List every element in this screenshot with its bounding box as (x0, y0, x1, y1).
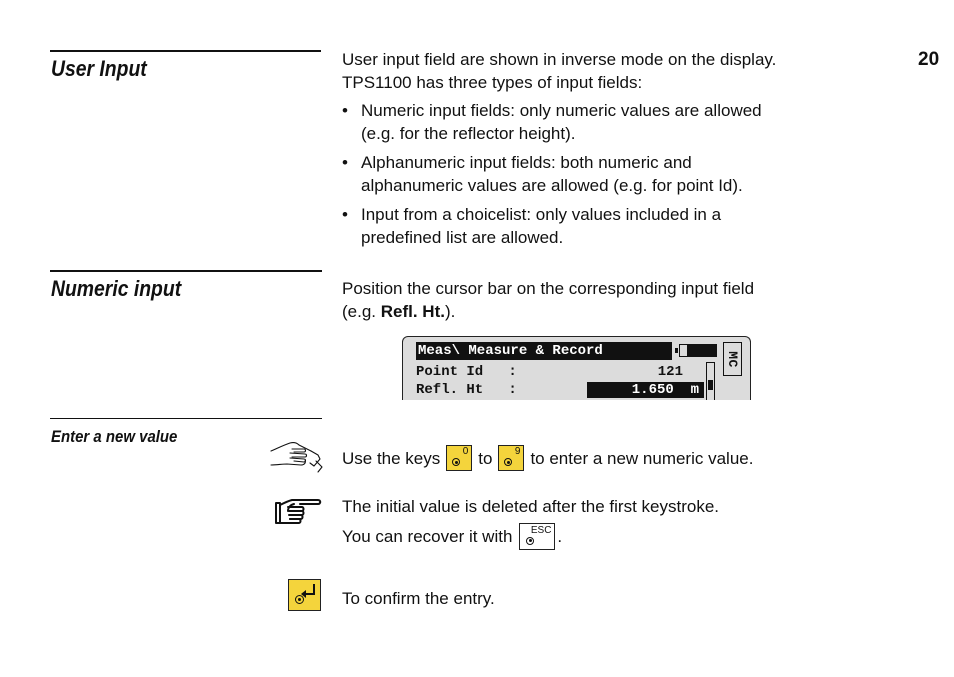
field-name: Refl. Ht. (380, 302, 445, 321)
numeric-input-heading: Numeric input (51, 276, 182, 301)
enter-key-icon[interactable] (288, 579, 321, 611)
numeric-key-0[interactable]: 0 (446, 445, 472, 471)
hand-pressing-key-icon (270, 439, 324, 473)
lcd-field-label-point-id: Point Id : (416, 364, 517, 380)
numeric-key-9[interactable]: 9 (498, 445, 524, 471)
pointing-hand-icon (274, 497, 322, 527)
lcd-field-label-refl-ht: Refl. Ht : (416, 382, 517, 398)
section-divider (50, 270, 322, 272)
enter-value-heading: Enter a new value (51, 427, 178, 446)
battery-icon (679, 344, 717, 357)
lcd-field-value-point-id: 121 (657, 364, 683, 380)
keys-instruction: Use the keys 0 to 9 to enter a new numeric value. (342, 443, 753, 473)
lcd-title-bar: Meas\ Measure & Record (416, 342, 672, 360)
section-divider (50, 418, 322, 419)
lcd-display (402, 336, 751, 400)
list-item: • Input from a choicelist: only values included in a predefined list are allowed. (342, 203, 762, 249)
user-input-intro: User input field are shown in inverse mode on the display. TPS1100 has three types of input fields: (342, 50, 777, 92)
lcd-scrollbar (706, 362, 715, 400)
list-item: • Alphanumeric input fields: both numeric and alphanumeric values are allowed (e.g. for point Id). (342, 151, 762, 197)
list-item: • Numeric input fields: only numeric values are allowed (e.g. for the reflector height). (342, 99, 762, 145)
note-line-2: You can recover it with ESC . (342, 521, 562, 551)
input-types-list (342, 99, 762, 255)
numeric-input-text: Position the cursor bar on the corresponding input field (e.g. Refl. Ht.). (342, 279, 755, 321)
user-input-heading: User Input (51, 56, 147, 81)
note-line-1: The initial value is deleted after the first keystroke. (342, 497, 720, 516)
section-divider (50, 50, 321, 52)
esc-key[interactable]: ESC (519, 523, 555, 550)
mode-badge: MC (723, 342, 742, 376)
confirm-text: To confirm the entry. (342, 589, 495, 608)
lcd-field-value-refl-ht[interactable]: 1.650 m (587, 382, 704, 398)
page-number: 20 (918, 49, 940, 70)
